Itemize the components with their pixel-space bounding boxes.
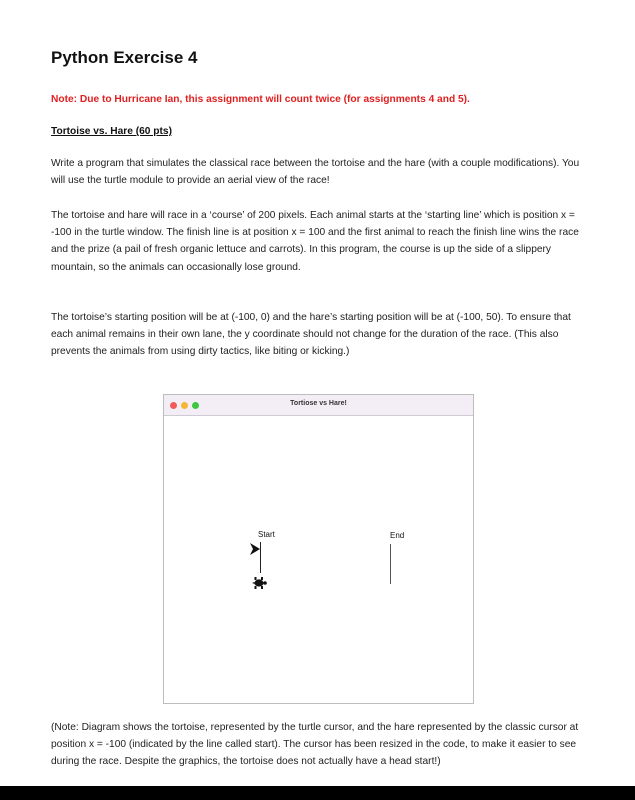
window-title: Tortiose vs Hare!: [290, 400, 347, 407]
hurricane-note: Note: Due to Hurricane Ian, this assignment will count twice (for assignments 4 and 5).: [51, 94, 470, 105]
start-label: Start: [258, 530, 275, 539]
page-title: Python Exercise 4: [51, 48, 198, 67]
paragraph-diagram-note: (Note: Diagram shows the tortoise, represented by the turtle cursor, and the hare represented by the classic cursor at position x = -100 (indicated by the line called start). The cursor has been resized in the code, to make it easier to see during the race. Despite the graphics, the tortoise does not actually have a head start!): [51, 722, 579, 768]
paragraph-positions: The tortoise’s starting position will be at (-100, 0) and the hare’s starting position will be at (-100, 50). To ensure that each animal remains in their own lane, the y coordinate should not change for the duration of the race. (This also prevents the animals from using dirty tactics, like biting or kicking.): [51, 312, 571, 358]
bottom-bar: [0, 786, 635, 800]
paragraph-intro: Write a program that simulates the classical race between the tortoise and the hare (with a couple modifications). You will use the turtle module to provide an aerial view of the race!: [51, 158, 580, 187]
finish-line: [390, 544, 391, 584]
end-label: End: [390, 531, 405, 540]
turtle-window: [163, 394, 474, 704]
turtle-canvas: [164, 417, 473, 704]
window-titlebar: [164, 395, 473, 416]
section-heading: Tortoise vs. Hare (60 pts): [51, 126, 172, 137]
hare-classic-cursor-icon: [249, 542, 261, 556]
paragraph-course: The tortoise and hare will race in a ‘course’ of 200 pixels. Each animal starts at the ‘starting line’ which is position x = -100 in the turtle window. The finish line is at position x = 100 and the first animal to reach the finish line wins the race and the prize (a pail of fresh organic lettuce and carrots). In this program, the course is up the side of a slippery mountain, so the animals can occasionally lose ground.: [51, 210, 579, 273]
tortoise-turtle-cursor-icon: [251, 575, 267, 591]
